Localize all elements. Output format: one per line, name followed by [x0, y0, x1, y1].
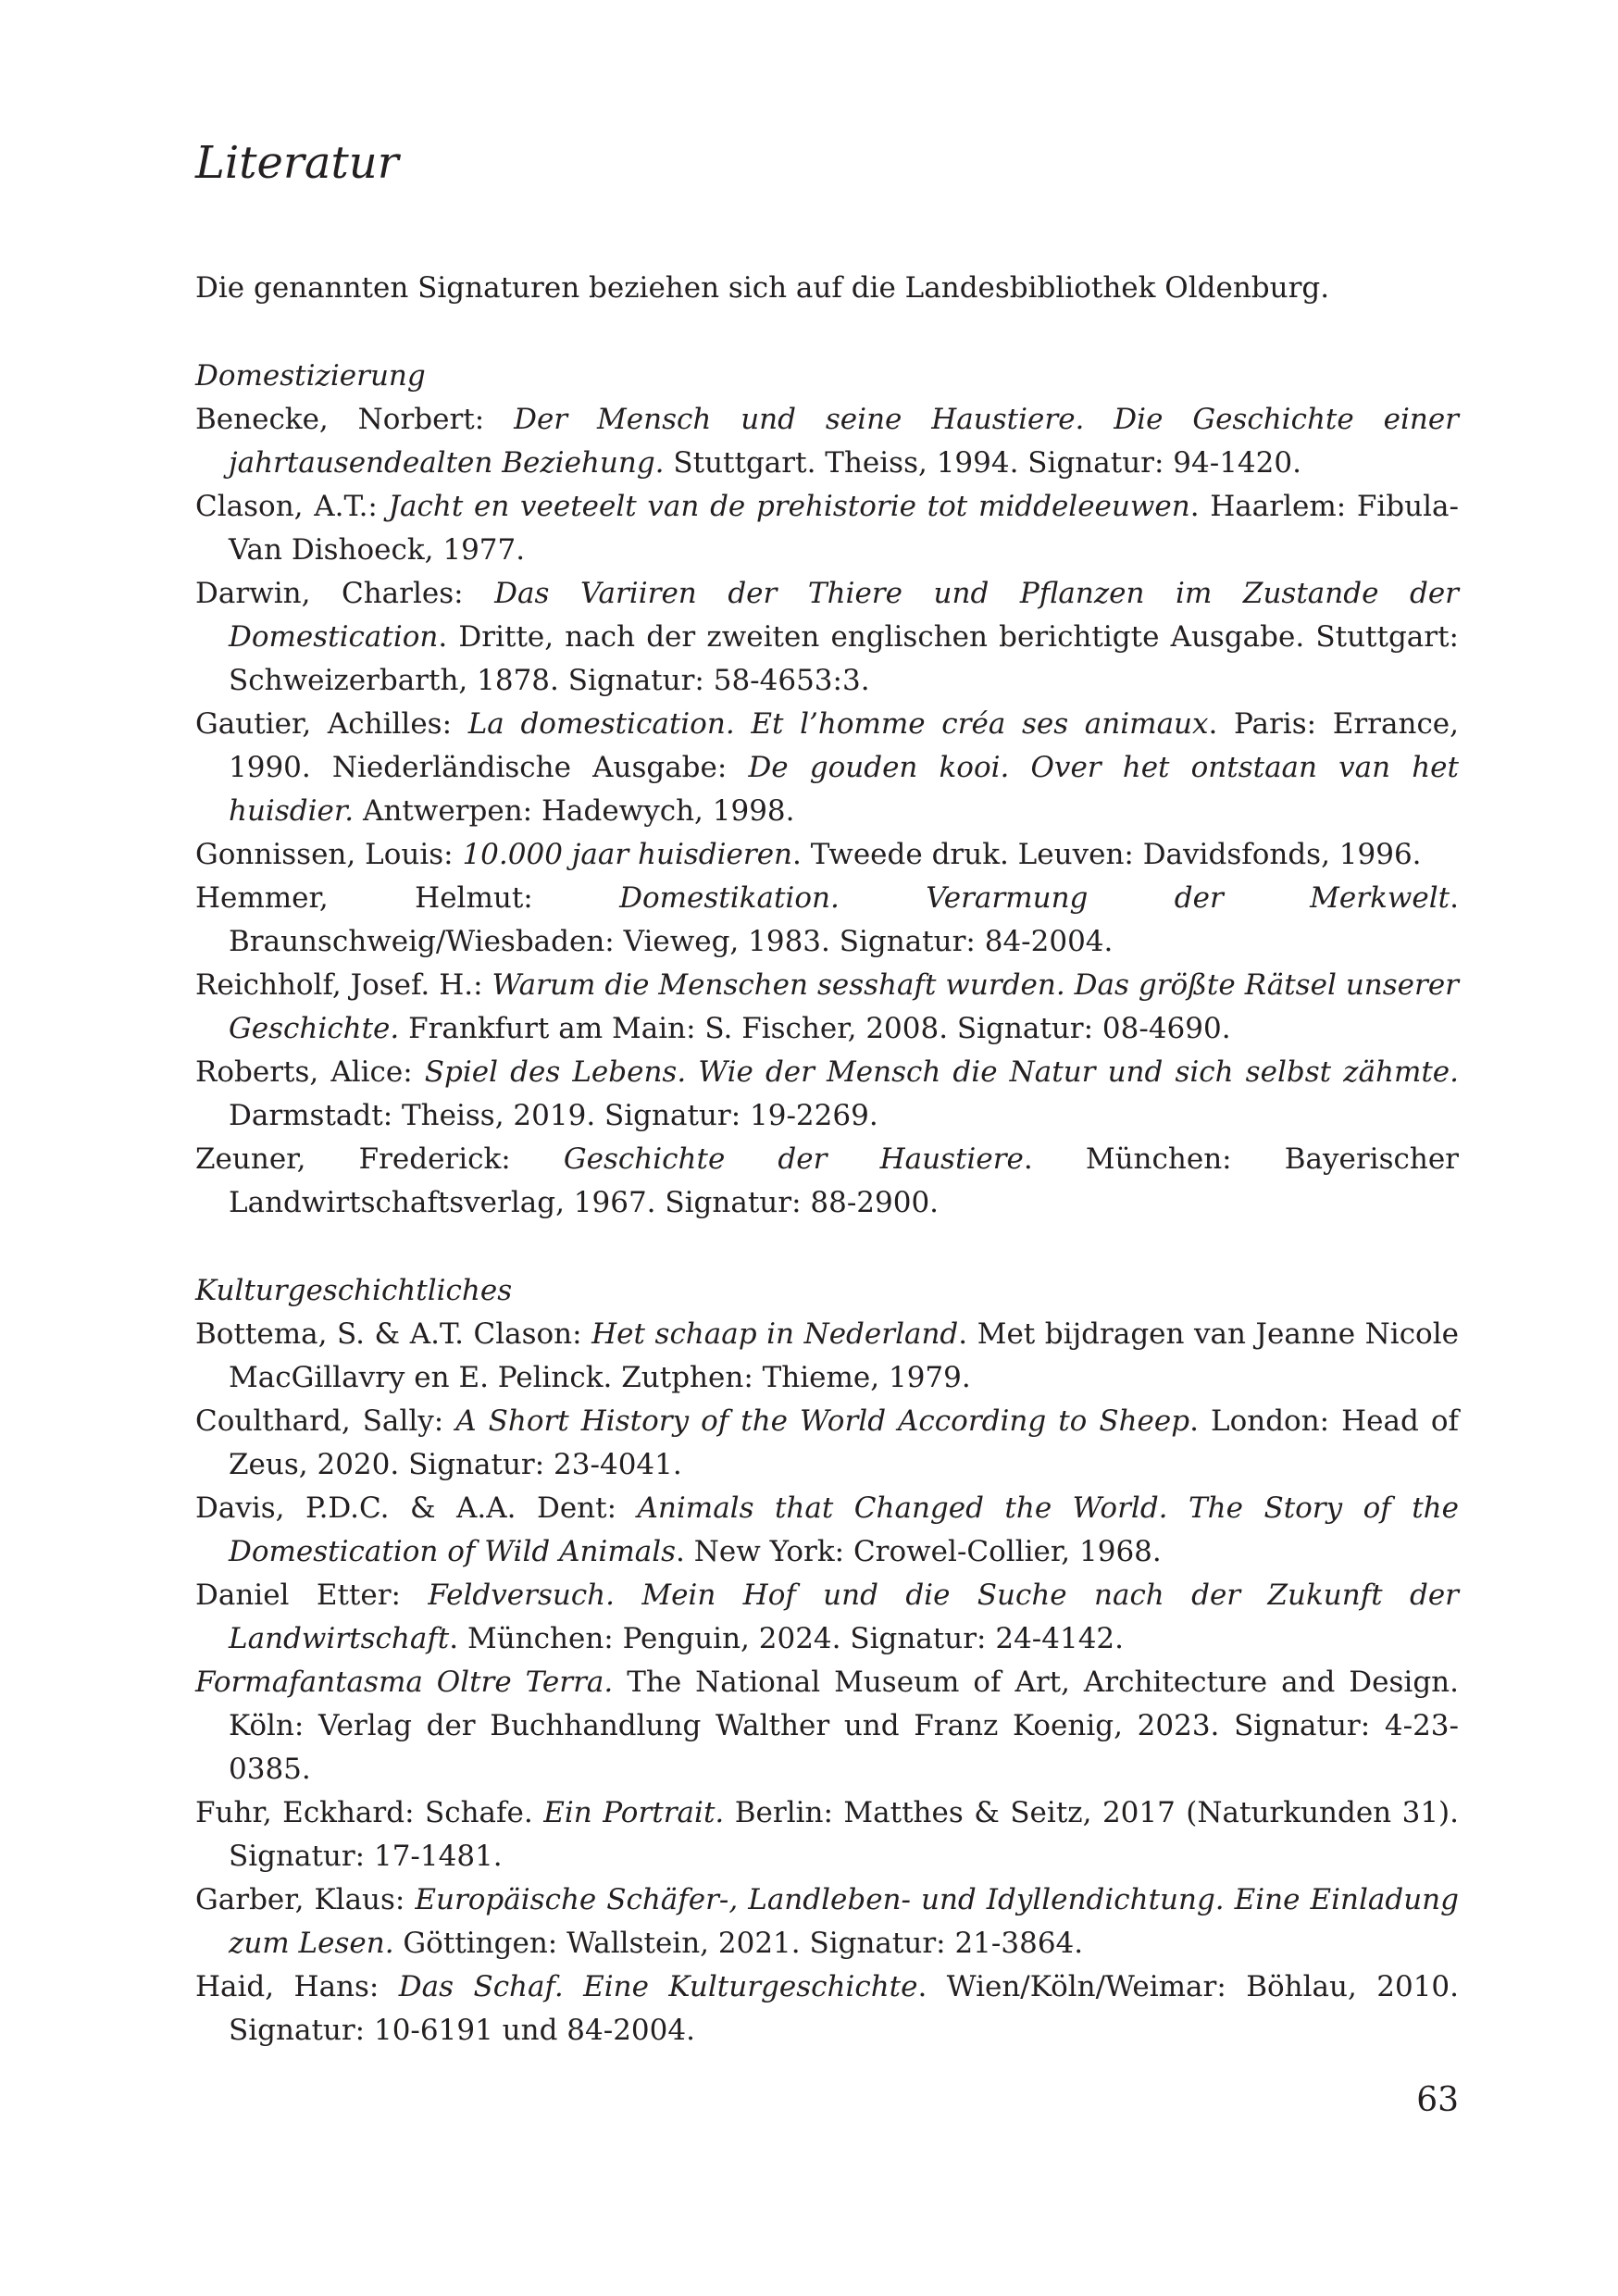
reference-entry: [195, 1400, 1459, 1487]
reference-entry: [195, 1313, 1459, 1400]
reference-entry: [195, 1138, 1459, 1225]
section-title: Kulturgeschichtliches: [195, 1274, 513, 1307]
reference-list: [195, 1313, 1459, 2053]
page-content: [195, 130, 1459, 2097]
reference-entry: [195, 1878, 1459, 1965]
reference-translation-details: Antwerpen: Hadewych, 1998.: [354, 794, 795, 828]
page-number: 63: [1416, 2081, 1459, 2119]
reference-details: . Met bijdragen van Jeanne Nicole MacGillavry en E. Pelinck. Zutphen: Thieme, 1979.: [229, 1317, 1459, 1394]
reference-details: Berlin: Matthes & Seitz, 2017 (Naturkunden 31). Signatur: 17-1481.: [229, 1796, 1459, 1873]
reference-entry: [195, 833, 1459, 877]
reference-entry: [195, 398, 1459, 485]
reference-title: Ein Portrait.: [543, 1796, 725, 1829]
reference-translation-title: De gouden kooi. Over het ontstaan van het huisdier.: [229, 751, 1459, 828]
reference-title: 10.000 jaar huisdieren: [462, 838, 793, 871]
reference-entry: [195, 877, 1459, 964]
reference-details: . München: Penguin, 2024. Signatur: 24-4142.: [449, 1622, 1125, 1655]
section-kulturgeschichtliches: [195, 1269, 1459, 2053]
section-domestizierung: [195, 355, 1459, 1225]
reference-title: Domestikation. Verarmung der Merkwelt: [619, 881, 1450, 915]
reference-details: . Tweede druk. Leuven: Davidsfonds, 1996.: [792, 838, 1422, 871]
reference-author: Coulthard, Sally:: [195, 1404, 456, 1438]
reference-details: . Wien/Köln/Weimar: Böhlau, 2010. Signatur: 10-6191 und 84-2004.: [229, 1970, 1459, 2047]
page-title: Literatur: [195, 137, 399, 189]
intro-text: Die genannten Signaturen beziehen sich auf die Landesbibliothek Oldenburg.: [195, 271, 1330, 305]
reference-author: Haid, Hans:: [195, 1970, 399, 2003]
reference-title: Warum die Menschen sesshaft wurden. Das größte Rätsel unserer Geschichte.: [229, 968, 1459, 1045]
reference-author: Clason, A.T.:: [195, 490, 389, 523]
reference-details: . Haarlem: Fibula-Van Dishoeck, 1977.: [229, 490, 1459, 567]
reference-title: Jacht en veeteelt van de prehistorie tot middeleeuwen: [388, 490, 1190, 523]
reference-title: Het schaap in Nederland: [591, 1317, 959, 1351]
reference-author: Fuhr, Eckhard: Schafe.: [195, 1796, 544, 1829]
reference-entry: [195, 1574, 1459, 1661]
reference-author: Hemmer, Helmut:: [195, 881, 620, 915]
reference-title: Geschichte der Haustiere: [563, 1142, 1024, 1176]
reference-details: . New York: Crowel-Collier, 1968.: [676, 1535, 1162, 1568]
reference-entry: [195, 1791, 1459, 1878]
reference-title: Das Schaf. Eine Kulturgeschichte: [398, 1970, 918, 2003]
reference-details: The National Museum of Art, Architecture and Design. Köln: Verlag der Buchhandlung Walther und Franz Koenig, 2023. Signatur: 4-23-0385.: [229, 1666, 1459, 1786]
reference-entry: [195, 1661, 1459, 1791]
reference-details: . Paris: Errance, 1990. Niederländische Ausgabe:: [229, 707, 1460, 784]
reference-author: Davis, P.D.C. & A.A. Dent:: [195, 1491, 638, 1525]
reference-details: . Dritte, nach der zweiten englischen berichtigte Ausgabe. Stuttgart: Schweizerbarth, 1878. Signatur: 58-4653:3.: [229, 620, 1459, 697]
reference-details: . Braunschweig/Wiesbaden: Vieweg, 1983. Signatur: 84-2004.: [229, 881, 1459, 958]
reference-author: Gonnissen, Louis:: [195, 838, 463, 871]
reference-title: Spiel des Lebens. Wie der Mensch die Natur und sich selbst zähmte.: [424, 1055, 1459, 1089]
reference-entry: [195, 1051, 1459, 1138]
reference-author: Reichholf, Josef. H.:: [195, 968, 492, 1002]
reference-title: Formafantasma Oltre Terra.: [195, 1666, 614, 1699]
reference-details: Stuttgart. Theiss, 1994. Signatur: 94-1420.: [664, 446, 1301, 480]
reference-entry: [195, 1965, 1459, 2053]
reference-entry: [195, 1487, 1459, 1574]
reference-title: A Short History of the World According to Sheep: [455, 1404, 1190, 1438]
reference-author: Zeuner, Frederick:: [195, 1142, 564, 1176]
reference-title: Europäische Schäfer-, Landleben- und Idyllendichtung. Eine Einladung zum Lesen.: [229, 1883, 1459, 1960]
reference-title: Feldversuch. Mein Hof und die Suche nach der Zukunft der Landwirtschaft: [229, 1578, 1459, 1655]
reference-title: La domestication. Et l’homme créa ses animaux: [467, 707, 1209, 741]
reference-entry: [195, 703, 1459, 833]
reference-author: Garber, Klaus:: [195, 1883, 416, 1916]
reference-details: Frankfurt am Main: S. Fischer, 2008. Signatur: 08-4690.: [399, 1012, 1231, 1045]
reference-details: Göttingen: Wallstein, 2021. Signatur: 21-3864.: [393, 1927, 1084, 1960]
reference-author: Benecke, Norbert:: [195, 403, 515, 436]
reference-details: . London: Head of Zeus, 2020. Signatur: 23-4041.: [229, 1404, 1459, 1481]
section-title: Domestizierung: [195, 359, 426, 393]
reference-author: Darwin, Charles:: [195, 577, 495, 610]
reference-author: Gautier, Achilles:: [195, 707, 468, 741]
reference-entry: [195, 964, 1459, 1051]
reference-title: Der Mensch und seine Haustiere. Die Geschichte einer jahrtausendealten Beziehung.: [229, 403, 1459, 480]
reference-title: Das Variiren der Thiere und Pflanzen im Zustande der Domestication: [229, 577, 1460, 654]
reference-details: . München: Bayerischer Landwirtschaftsverlag, 1967. Signatur: 88-2900.: [229, 1142, 1459, 1219]
reference-author: Roberts, Alice:: [195, 1055, 425, 1089]
reference-entry: [195, 572, 1459, 703]
reference-entry: [195, 485, 1459, 572]
reference-details: Darmstadt: Theiss, 2019. Signatur: 19-2269.: [229, 1099, 878, 1132]
reference-title: Animals that Changed the World. The Story of the Domestication of Wild Animals: [229, 1491, 1459, 1568]
reference-author: Bottema, S. & A.T. Clason:: [195, 1317, 592, 1351]
reference-list: [195, 398, 1459, 1225]
reference-author: Daniel Etter:: [195, 1578, 429, 1612]
